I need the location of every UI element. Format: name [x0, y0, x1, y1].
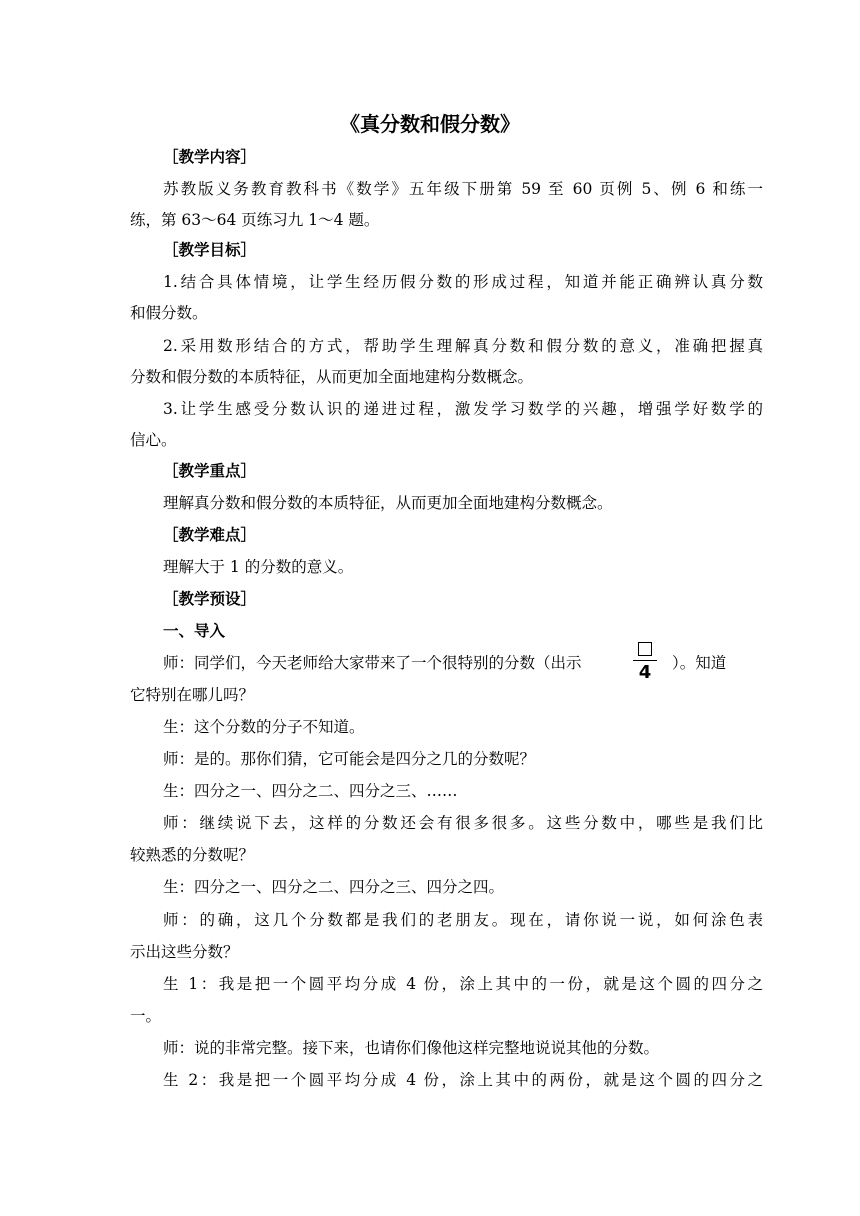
dialogue-line: 生：四分之一、四分之二、四分之三、…… — [163, 782, 458, 800]
paragraph-line: 理解真分数和假分数的本质特征，从而更加全面地建构分数概念。 — [163, 494, 613, 512]
dialogue-line: 师：是的。那你们猜，它可能会是四分之几的分数呢？ — [163, 750, 536, 768]
dialogue-line: 它特别在哪儿吗？ — [130, 686, 255, 704]
dialogue-line — [130, 652, 763, 674]
dialogue-line: 较熟悉的分数呢？ — [130, 846, 255, 864]
paragraph-line: 苏教版义务教育教科书《数学》五年级下册第 59 至 60 页例 5、例 6 和练一 — [163, 180, 763, 198]
paragraph-line: 练，第 63～64 页练习九 1～4 题。 — [130, 211, 380, 229]
dialogue-line: 生：四分之一、四分之二、四分之三、四分之四。 — [163, 878, 505, 896]
section-heading-goals: ［教学目标］ — [163, 241, 257, 259]
dialogue-line: 示出这些分数？ — [130, 943, 239, 961]
paragraph-line: 2.采用数形结合的方式，帮助学生理解真分数和假分数的意义，准确把握真 — [163, 337, 763, 355]
paragraph-line: 理解大于 1 的分数的意义。 — [163, 558, 354, 576]
dialogue-line: 师：继续说下去，这样的分数还会有很多很多。这些分数中，哪些是我们比 — [163, 814, 763, 832]
unknown-fraction — [633, 640, 659, 686]
dialogue-line: 师：的确，这几个分数都是我们的老朋友。现在，请你说一说，如何涂色表 — [163, 911, 763, 929]
fraction-denominator: 4 — [638, 662, 652, 683]
blank-numerator-box — [638, 642, 652, 656]
dialogue-line: 生 2：我是把一个圆平均分成 4 份，涂上其中的两份，就是这个圆的四分之 — [163, 1071, 763, 1089]
dialogue-line: 生：这个分数的分子不知道。 — [163, 718, 365, 736]
paragraph-line: 1.结合具体情境，让学生经历假分数的形成过程，知道并能正确辨认真分数 — [163, 273, 763, 291]
paragraph-line: 信心。 — [130, 431, 177, 449]
dialogue-text-after-fraction: ）。知道 — [672, 654, 727, 672]
paragraph-line: 3.让学生感受分数认识的递进过程，激发学习数学的兴趣，增强学好数学的 — [163, 400, 763, 418]
document-title: 《真分数和假分数》 — [340, 112, 520, 136]
paragraph-line: 和假分数。 — [130, 304, 208, 322]
section-heading-content: ［教学内容］ — [163, 148, 257, 166]
section-heading-key: ［教学重点］ — [163, 462, 257, 480]
part-heading-intro: 一、导入 — [163, 622, 226, 640]
dialogue-line: 生 1：我是把一个圆平均分成 4 份，涂上其中的一份，就是这个圆的四分之 — [163, 975, 763, 993]
dialogue-line: 师：说的非常完整。接下来，也请你们像他这样完整地说说其他的分数。 — [163, 1039, 660, 1057]
section-heading-preset: ［教学预设］ — [163, 590, 257, 608]
dialogue-line: 一。 — [130, 1007, 162, 1025]
dialogue-text: 师：同学们，今天老师给大家带来了一个很特别的分数（出示 — [163, 654, 582, 672]
fraction-bar — [633, 660, 657, 661]
section-heading-difficulty: ［教学难点］ — [163, 526, 257, 544]
paragraph-line: 分数和假分数的本质特征，从而更加全面地建构分数概念。 — [130, 368, 534, 386]
